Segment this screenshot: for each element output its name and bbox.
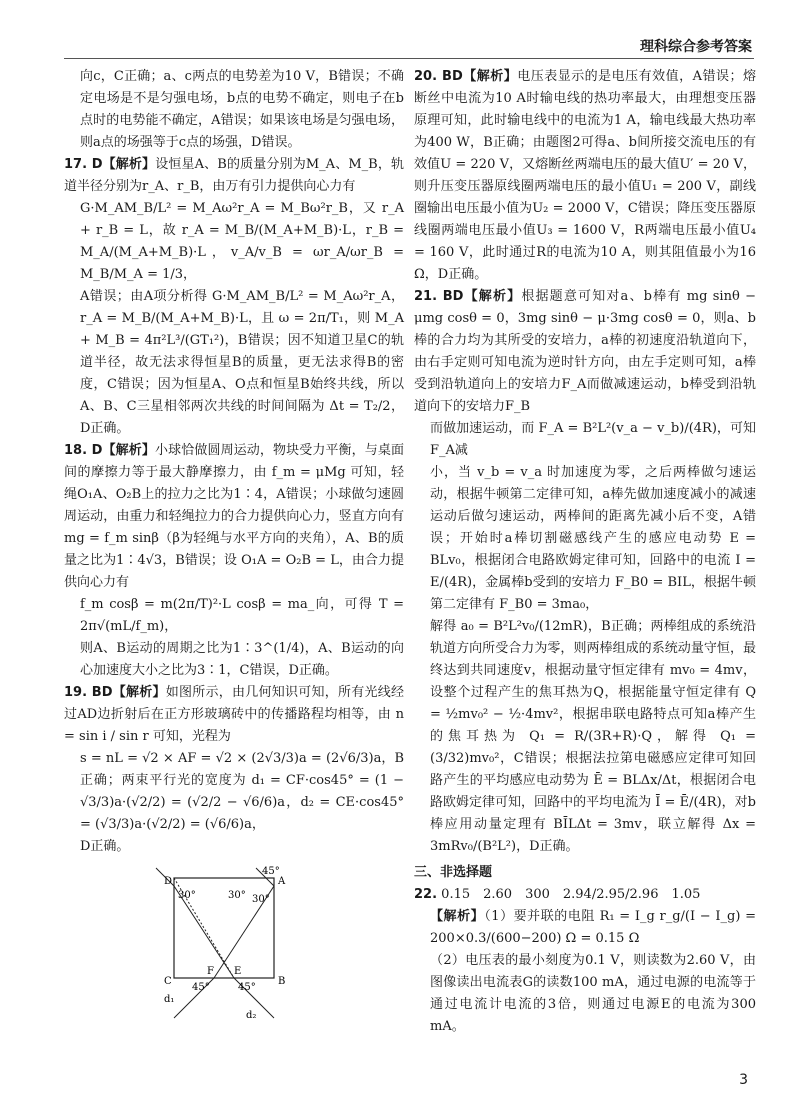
left-column	[64, 66, 404, 1034]
q22-heading: 22.	[414, 887, 438, 902]
q18-text: 小球恰做圆周运动，物块受力平衡，与桌面间的摩擦力等于最大静摩擦力，由 f_m = μMg 可知，轻绳O₁A、O₂B上的拉力之比为1∶4，A错误；小球做匀速圆周运动，由重力和轻绳拉力的合力提供向心力，竖直方向有 mg = f_m sinβ（β为轻绳与水平方向的夹角），A、B的质量之比为1∶4√3，B错误；设 O₁A = O₂B = L，由合力提供向心力有	[64, 443, 404, 590]
q21-equation: 而做加速运动，而 F_A = B²L²(v_a − v_b)/(4R)，可知F_A减	[430, 421, 756, 458]
q17-equation: G·M_AM_B/L² = M_Aω²r_A = M_Bω²r_B，又 r_A + r_B = L，故 r_A = M_B/(M_A+M_B)·L，r_B = M_A/(M_A+M_B)·L，v_A/v_B = ωr_A/ωr_B = M_B/M_A = 1/3，	[80, 201, 404, 282]
label-E: E	[234, 966, 242, 977]
q17-text: 设恒星A、B的质量分别为M_A、M_B，轨道半径分别为r_A、r_B，由万有引力提供向心力有	[64, 157, 404, 194]
q19-equation: s = nL = √2 × AF = √2 × (2√3/3)a = (2√6/3)a，B正确；两束平行光的宽度为 d₁ = CF·cos45° = (1 − √3/3)a·(√2/2) = (√2/2 − √6/6)a，d₂ = CE·cos45° = (√3/3)a·(√2/2) = (√6/6)a，	[80, 751, 404, 832]
angle-30-left: 30°	[178, 890, 196, 901]
angle-45-top: 45°	[262, 866, 280, 877]
label-C: C	[164, 976, 172, 987]
label-B: B	[278, 976, 286, 987]
q22-part1	[414, 906, 756, 950]
page-number: 3	[739, 1072, 748, 1088]
section-heading: 三、非选择题	[414, 865, 493, 880]
prism-diagram	[134, 866, 324, 1026]
q22-analysis-label: 【解析】	[430, 909, 485, 924]
q17-heading: 17. D【解析】	[64, 157, 156, 172]
label-D: D	[164, 876, 173, 887]
prism-figure	[134, 866, 404, 1034]
q22-part1-text: （1）要并联的电阻 R₁ = I_g r_g/(I − I_g) = 200×0.3/(600−200) Ω = 0.15 Ω	[430, 909, 756, 946]
header-rule	[64, 58, 754, 59]
q20-heading: 20. BD【解析】	[414, 69, 518, 84]
angle-45-right: 45°	[238, 982, 256, 993]
q21-block	[414, 286, 756, 418]
angle-30-mid: 30°	[228, 890, 246, 901]
label-d1: d₁	[164, 994, 175, 1005]
q20-text: 电压表显示的是电压有效值，A错误；熔断丝中电流为10 A时输电线的热功率最大，由理想变压器原理可知，此时输电线中的电流为1 A，输电线最大热功率为400 W，B正确；由题图2可得a、b间所接交流电压的有效值U = 220 V，又熔断丝两端电压的最大值U′ = 20 V，则升压变压器原线圈两端电压的最小值U₁ = 200 V，副线圈输出电压最小值为U₂ = 2000 V，C错误；降压变压器原线圈两端电压最小值U₃ = 1600 V，R两端电压最小值U₄ = 160 V，此时通过R的电流为10 A，则其阻值最小为16 Ω，D正确。	[414, 69, 756, 282]
q18-equation: f_m cosβ = m(2π/T)²·L cosβ = ma_向，可得 T = 2π√(mL/f_m)，	[80, 597, 404, 634]
q21-text: 根据题意可知对a、b棒有 mg sinθ − μmg cosθ = 0，3mg sinθ − μ·3mg cosθ = 0，则a、b棒的合力均为其所受的安培力，a棒的初速度沿轨道向下，由右手定则可知电流为逆时针方向，由左手定则可知，a棒受到沿轨道向上的安培力F_A而做减速运动，b棒受到沿轨道向下的安培力F_B	[414, 289, 756, 414]
q17-text-b: A错误；由A项分析得 G·M_AM_B/L² = M_Aω²r_A，r_A = M_B/(M_A+M_B)·L，且 ω = 2π/T₁，则 M_A + M_B = 4π²L³/(GT₁²)，B错误；因不知道卫星C的轨道半径，故无法求得恒星B的质量，更无法求得B的密度，C错误；因为恒星A、O点和恒星B始终共线，所以A、B、C三星相邻两次共线的时间间隔为 Δt = T₂/2，D正确。	[80, 289, 404, 436]
q22-part2: （2）电压表的最小刻度为0.1 V，则读数为2.60 V，由图像读出电流表G的读数100 mA，通过电源的电流等于通过电流计电流的3倍，则通过电源E的电流为300 mA。	[430, 953, 756, 1034]
q18-block	[64, 440, 404, 594]
q18-text-b: 则A、B运动的周期之比为1∶3^(1/4)，A、B运动的向心加速度大小之比为3∶1，C错误，D正确。	[80, 641, 404, 678]
q19-heading: 19. BD【解析】	[64, 685, 166, 700]
q18-heading: 18. D【解析】	[64, 443, 156, 458]
header-title: 理科综合参考答案	[640, 39, 752, 55]
q20-block	[414, 66, 756, 286]
q17-block	[64, 154, 404, 198]
q22-block	[414, 884, 756, 906]
q19-text: 如图所示，由几何知识可知，所有光线经过AD边折射后在正方形玻璃砖中的传播路程均相等，由 n = sin i / sin r 可知，光程为	[64, 685, 404, 744]
right-column	[414, 66, 756, 1038]
angle-30-right: 30°	[252, 894, 270, 905]
q21-heading: 21. BD【解析】	[414, 289, 522, 304]
q19-block	[64, 682, 404, 748]
label-F: F	[207, 966, 214, 977]
q19-conclusion: D正确。	[80, 839, 130, 854]
q21-text-b: 小，当 v_b = v_a 时加速度为零，之后两棒做匀速运动，根据牛顿第二定律可知，a棒先做加速度减小的减速运动后做匀速运动，两棒间的距离先减小后不变，A错误；开始时a棒切割磁感线产生的感应电动势 E = BLv₀，根据闭合电路欧姆定律可知，回路中的电流 I = E/(4R)，金属棒b受到的安培力 F_B0 = BIL，根据牛顿第二定律有 F_B0 = 3ma₀，	[430, 465, 756, 612]
q22-answers: 0.15 2.60 300 2.94/2.95/2.96 1.05	[441, 887, 701, 902]
angle-45-left: 45°	[192, 982, 210, 993]
q21-text-c: 解得 a₀ = B²L²v₀/(12mR)，B正确；两棒组成的系统沿轨道方向所受合力为零，则两棒组成的系统动量守恒，最终达到共同速度v，根据动量守恒定律有 mv₀ = 4mv，设整个过程产生的焦耳热为Q，根据能量守恒定律有 Q = ½mv₀² − ½·4mv²，根据串联电路特点可知a棒产生的焦耳热为 Q₁ = R/(3R+R)·Q，解得 Q₁ = (3/32)mv₀²，C错误；根据法拉第电磁感应定律可知回路产生的平均感应电动势为 Ē = BLΔx/Δt，根据闭合电路欧姆定律可知，回路中的平均电流为 Ī = Ē/(4R)，对b棒应用动量定理有 BĪLΔt = 3mv，联立解得 Δx = 3mRv₀/(B²L²)，D正确。	[430, 619, 756, 854]
label-A: A	[278, 876, 286, 887]
label-d2: d₂	[246, 1010, 257, 1021]
q16-continuation: 向c，C正确；a、c两点的电势差为10 V，B错误；不确定电场是不是匀强电场，b点的电势不确定，则电子在b点时的电势能不确定，A错误；如果该电场是匀强电场，则a点的场强等于c点的场强，D错误。	[80, 69, 404, 150]
